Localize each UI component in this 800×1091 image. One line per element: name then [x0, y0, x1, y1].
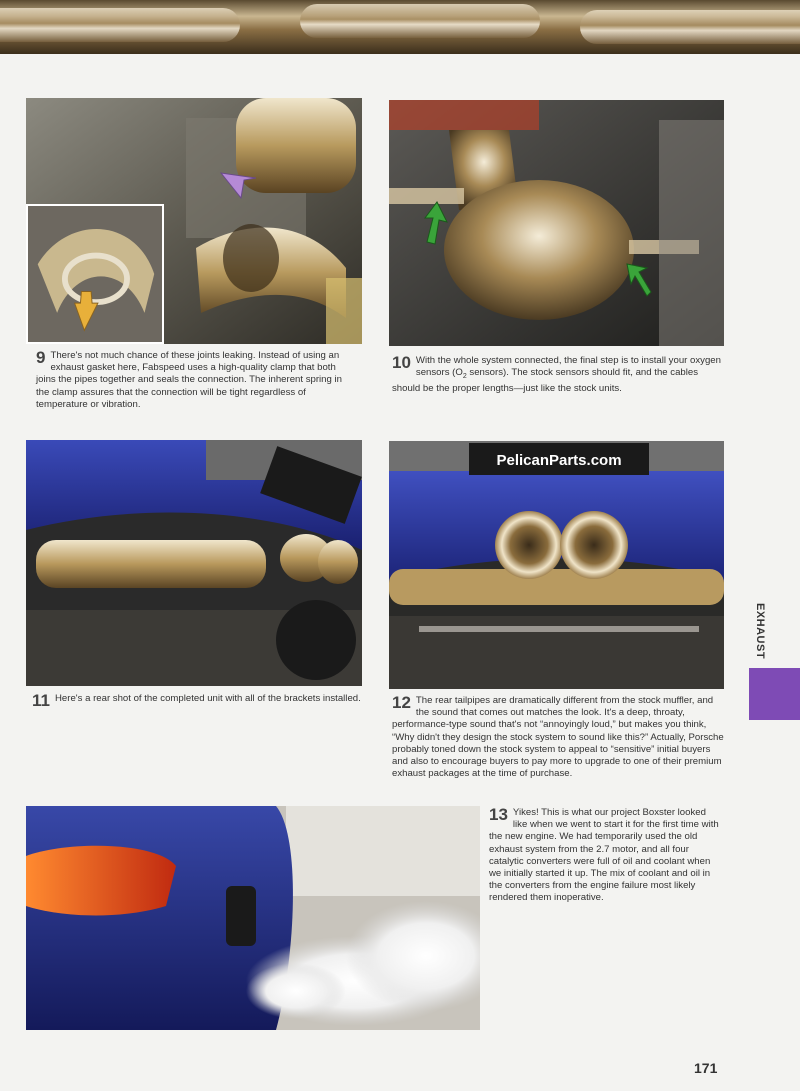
top-banner-photo [0, 0, 800, 54]
photo-9-exhaust-joint [26, 98, 362, 344]
caption-text: With the whole system connected, the final step is to install your oxygen sensors (O [415, 355, 721, 379]
pelican-banner-text: PelicanParts.com [496, 452, 622, 469]
caption-number: 10 [392, 353, 411, 372]
caption-number: 13 [489, 805, 508, 824]
caption-13 [489, 807, 721, 905]
photo-13-smoke [26, 806, 480, 1030]
caption-text: sensors). The stock sensors should fit, and the cables should be the proper lengths—just like the stock units. [392, 367, 699, 395]
caption-text: The rear tailpipes are dramatically different from the stock muffler, and the sound that comes out matches the look. It's a deep, throaty, performance-type sound that's not “annoyingly loud,” but makes you think, “Why didn't they design the stock system to sound like this?” Actually, Porsche probably toned down the stock system to appeal to “sensitive” initial buyers and also to encourage buyers to pay more to upgrade to one of their premium exhaust packages at the time of purchase. [392, 695, 724, 780]
caption-subscript: 2 [462, 373, 467, 381]
photo-12-tailpipes [389, 441, 724, 689]
caption-text: Yikes! This is what our project Boxster looked like when we went to start it for the first time with the new engine. We had temporarily used the old exhaust system from the 2.7 motor, and all four catalytic converters were full of oil and coolant when we initially started it up. The mix of coolant and oil in the converters from the engine failure most likely rendered them inoperative. [489, 807, 719, 904]
banner-pipe [0, 8, 240, 42]
caption-10 [392, 355, 724, 396]
photo-11-rear-shot [26, 440, 362, 686]
banner-pipe [300, 4, 540, 38]
page-number: 171 [694, 1060, 718, 1076]
banner-pipe [580, 10, 800, 44]
caption-number: 11 [32, 691, 50, 710]
photo-10-oxygen-sensors [389, 100, 724, 346]
caption-11 [32, 693, 362, 709]
section-tab [749, 668, 800, 720]
caption-text: There's not much chance of these joints leaking. Instead of using an exhaust gasket here, Fabspeed uses a high-quality clamp that both joins the pipes together and seals the connection. The inherent spring in the clamp assures that the connection will be tight regardless of temperature or vibration. [36, 350, 342, 410]
caption-number: 9 [36, 348, 46, 367]
caption-number: 12 [392, 693, 411, 712]
caption-text: Here's a rear shot of the completed unit with all of the brackets installed. [54, 693, 361, 704]
photo-9-inset-clamp [26, 204, 164, 344]
caption-12 [392, 695, 724, 780]
caption-9 [36, 350, 354, 411]
section-label: EXHAUST [754, 603, 766, 660]
